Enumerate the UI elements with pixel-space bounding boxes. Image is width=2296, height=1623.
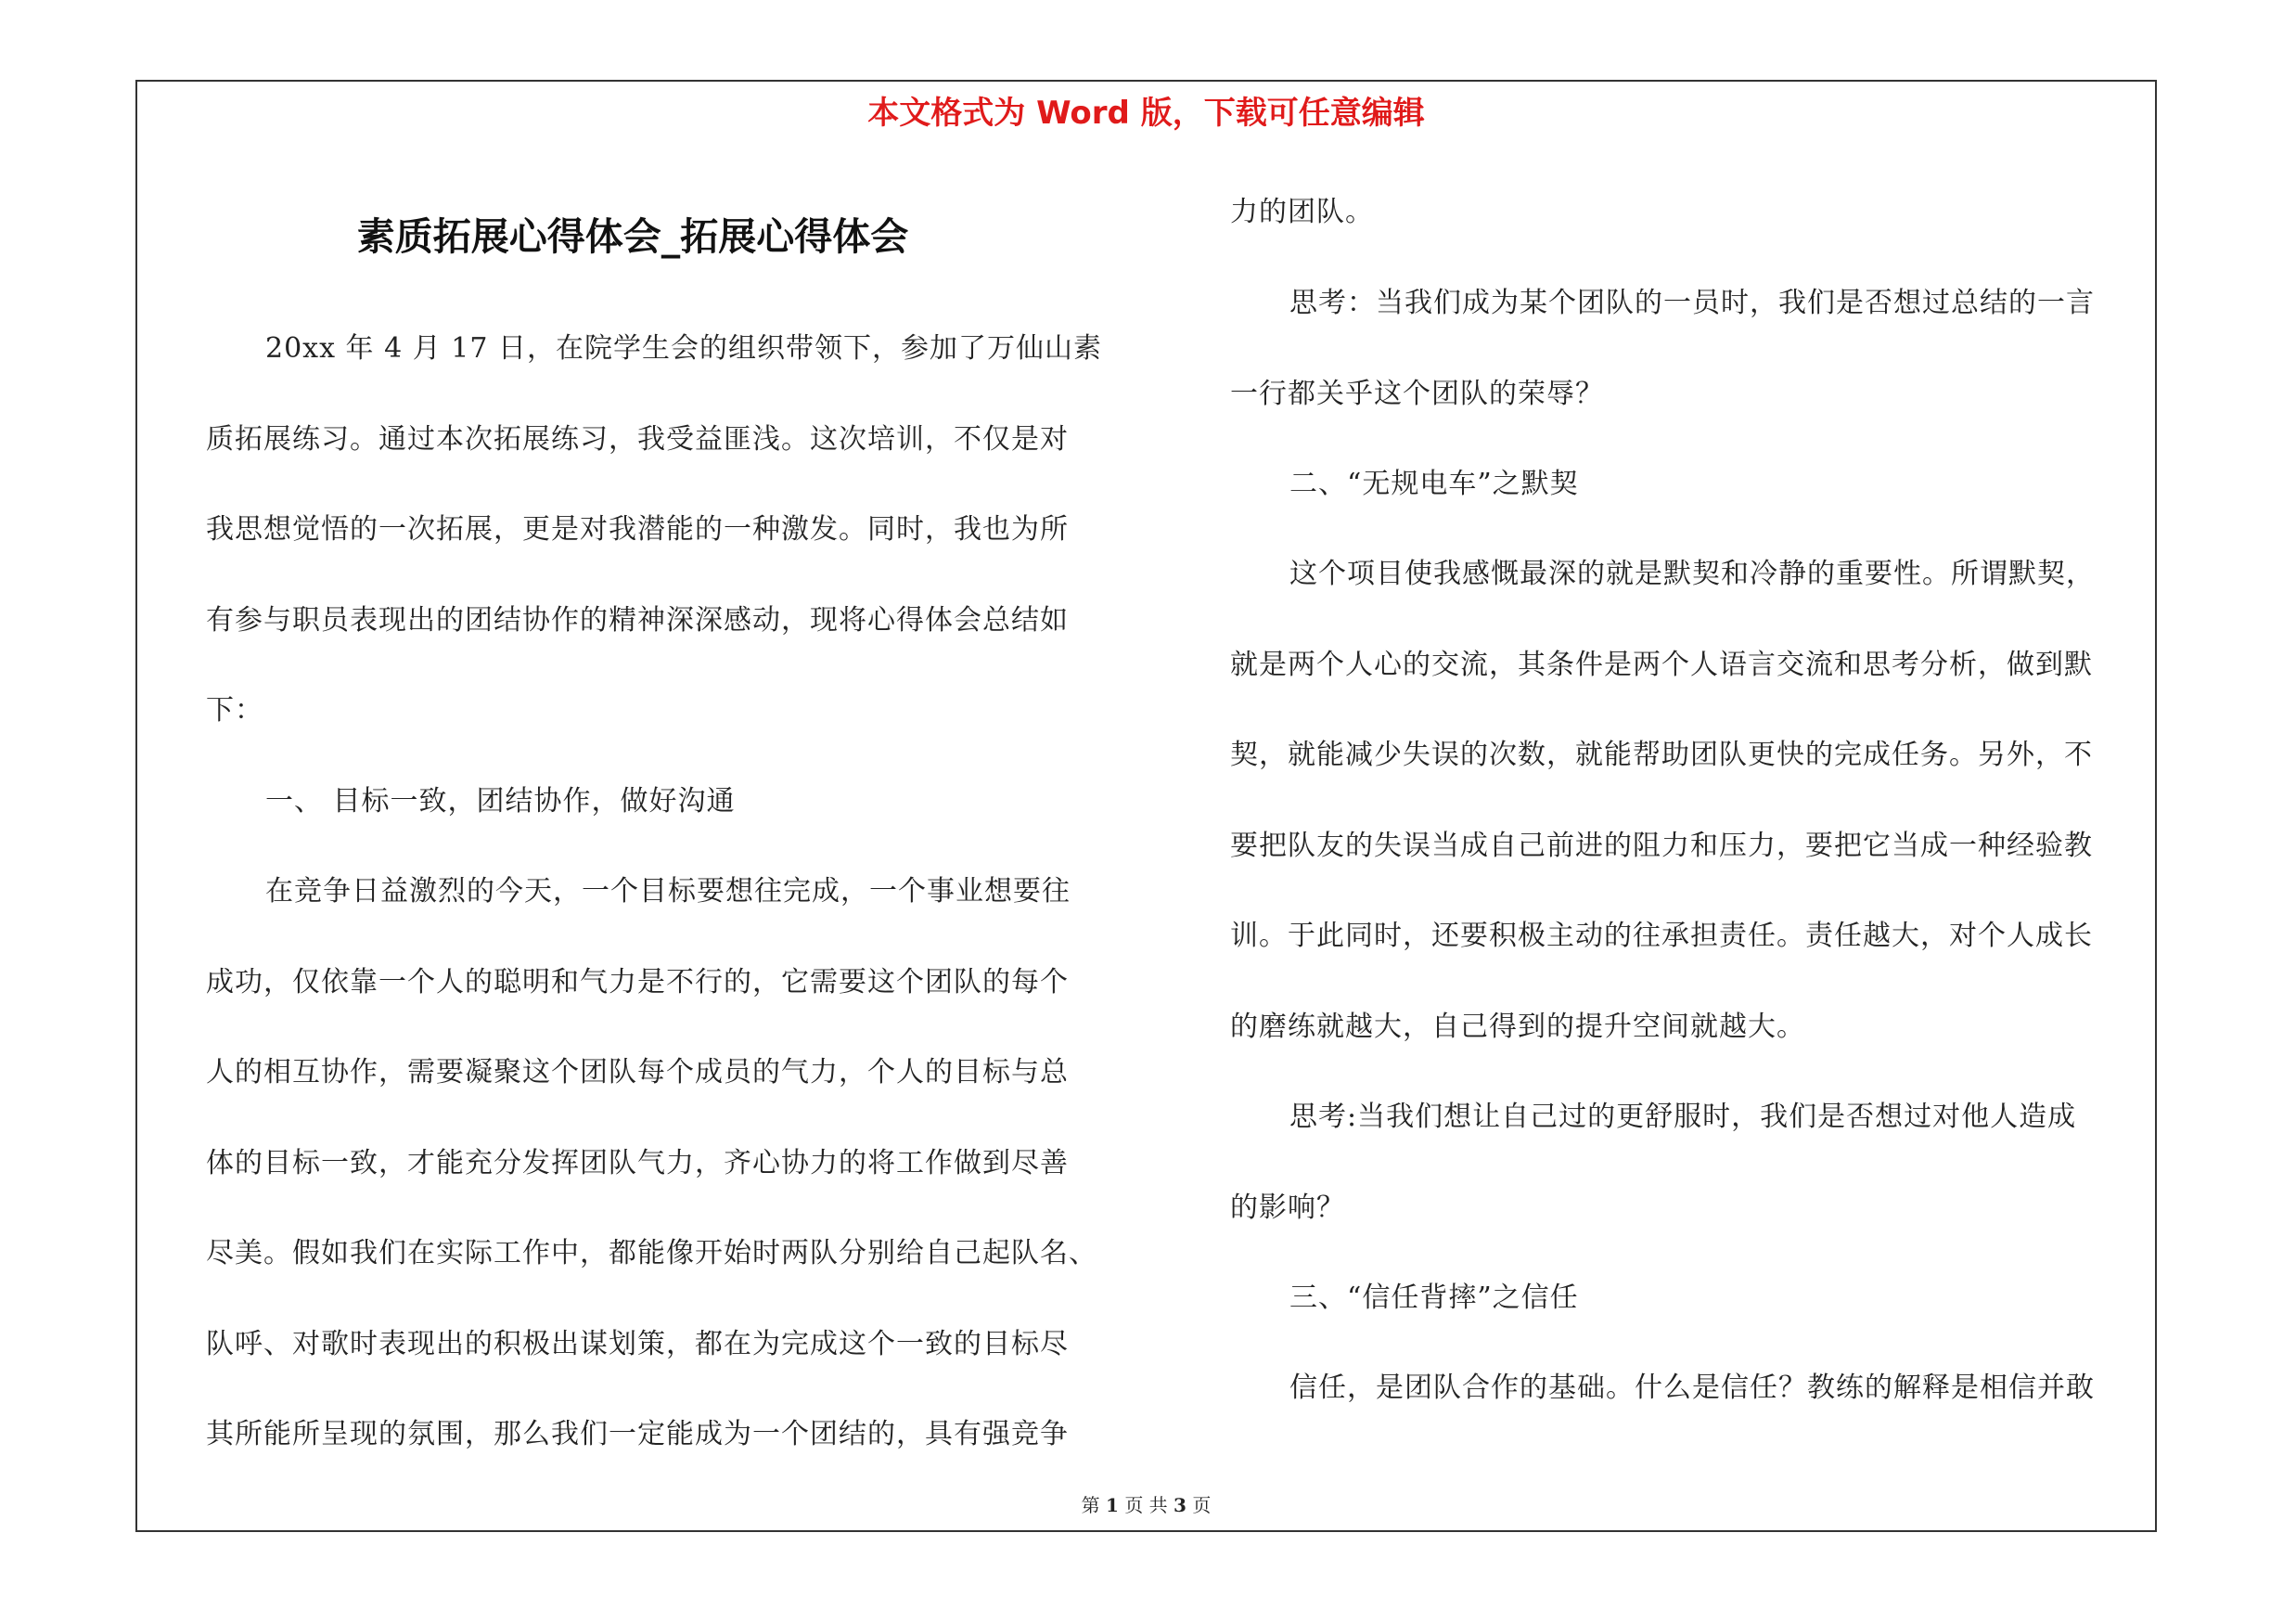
format-banner: 本文格式为 Word 版，下载可任意编辑 [867,95,1425,132]
page-number: 1 [1106,1494,1119,1516]
footer-middle: 页 共 [1124,1494,1168,1516]
paragraph-reflection-2 [1230,1072,2148,1253]
text-line: 这个项目使我感慨最深的就是默契和冷静的重要性。所谓默契， [1289,558,2095,590]
text-line: 我思想觉悟的一次拓展，更是对我潜能的一种激发。同时，我也为所 [206,513,1069,546]
paragraph-reflection-1 [1230,258,2148,439]
page-total: 3 [1174,1494,1186,1516]
text-line: 20xx 年 4 月 17 日，在院学生会的组织带领下，参加了万仙山素 [265,332,1102,365]
text-line: 思考：当我们成为某个团队的一员时，我们是否想过总结的一言 [1289,287,2095,319]
text-line: 队呼、对歌时表现出的积极出谋划策，都在为完成这个一致的目标尽 [206,1327,1069,1360]
text-line: 信任，是团队合作的基础。什么是信任？教练的解释是相信并敢 [1289,1372,2095,1404]
text-line: 思考:当我们想让自己过的更舒服时，我们是否想过对他人造成 [1289,1101,2077,1133]
text-line: 训。于此同时，还要积极主动的往承担责任。责任越大，对个人成长 [1230,920,2093,952]
text-line: 要把队友的失误当成自己前进的阻力和压力，要把它当成一种经验教 [1230,829,2093,862]
paragraph-teamwork [206,846,1124,1480]
text-line: 人的相互协作，需要凝聚这个团队每个成员的气力，个人的目标与总 [206,1056,1069,1088]
text-line: 在竞争日益激烈的今天，一个目标要想往完成，一个事业想要往 [265,875,1071,908]
text-line: 二、“无规电车”之默契 [1289,468,1579,500]
page-footer [135,1492,2157,1518]
text-line: 三、“信任背摔”之信任 [1289,1282,1579,1314]
text-line: 的磨练就越大，自己得到的提升空间就越大。 [1230,1010,1805,1043]
text-line: 体的目标一致，才能充分发挥团队气力，齐心协力的将工作做到尽善 [206,1146,1069,1179]
footer-prefix: 第 [1081,1494,1100,1516]
text-line: 的影响？ [1230,1191,1345,1224]
text-line: 其所能所呈现的氛围，那么我们一定能成为一个团结的，具有强竞争 [206,1418,1069,1450]
section-heading-3 [1230,1253,2148,1344]
section-heading-1 [206,756,1124,847]
text-line: 成功，仅依靠一个人的聪明和气力是不行的，它需要这个团队的每个 [206,965,1069,998]
text-line: 下： [206,694,263,727]
section-heading-2 [1230,439,2148,530]
text-line: 力的团队。 [1230,196,1374,228]
paragraph-trust [1230,1343,2148,1434]
text-line: 一行都关乎这个团队的荣辱？ [1230,377,1604,410]
text-line: 有参与职员表现出的团结协作的精神深深感动，现将心得体会总结如 [206,603,1069,637]
text-line: 一、 目标一致，团结协作，做好沟通 [265,785,736,818]
text-line: 尽美。假如我们在实际工作中，都能像开始时两队分别给自己起队名、 [206,1237,1097,1269]
text-line: 质拓展练习。通过本次拓展练习，我受益匪浅。这次培训，不仅是对 [206,422,1069,456]
document-title: 素质拓展心得体会_拓展心得体会 [356,214,909,259]
paragraph-intro [206,303,1124,756]
paragraph-tacit-understanding [1230,529,2148,1072]
footer-suffix: 页 [1192,1494,1212,1516]
text-line: 契，就能减少失误的次数，就能帮助团队更快的完成任务。另外，不 [1230,739,2093,771]
paragraph-continuation [1230,167,2148,258]
text-line: 就是两个人心的交流，其条件是两个人语言交流和思考分析，做到默 [1230,648,2093,681]
